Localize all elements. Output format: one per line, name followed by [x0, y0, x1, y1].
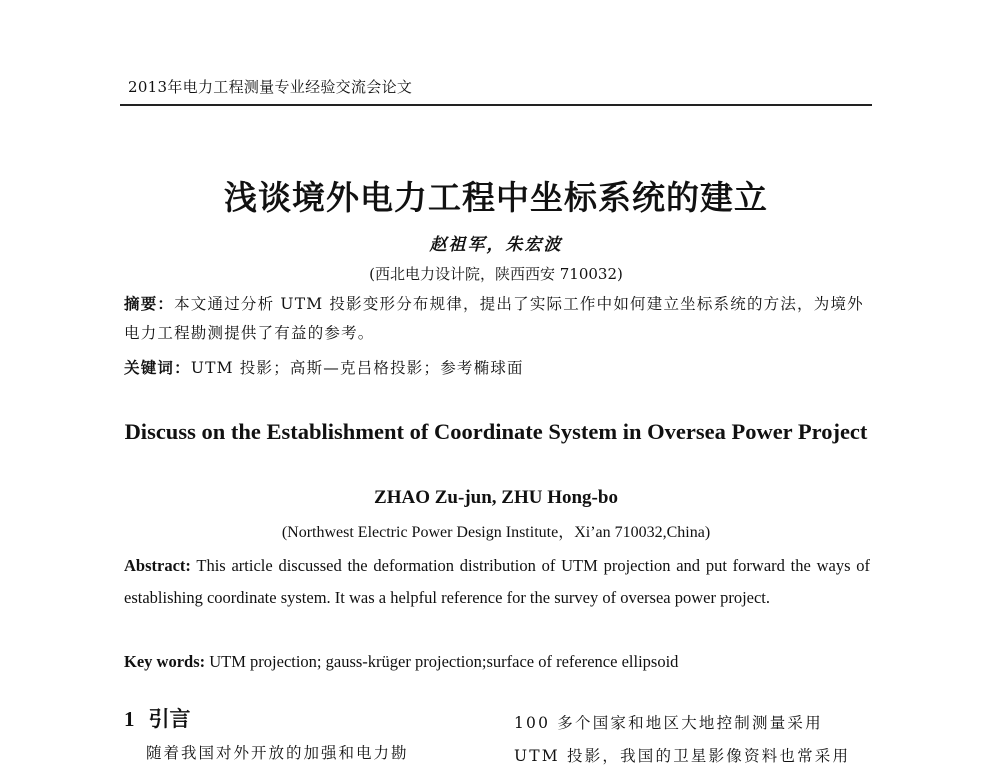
english-abstract-text: This article discussed the deformation distribution of UTM projection and put forward the ways of establishing coordinate system. It was a helpful reference for the survey of oversea power project.	[124, 556, 870, 607]
right-column-line: UTM 投影，我国的卫星影像资料也常采用	[514, 747, 851, 765]
section-heading	[124, 703, 191, 733]
english-authors: ZHAO Zu-jun, ZHU Hong-bo	[374, 487, 618, 508]
english-abstract	[124, 550, 870, 614]
chinese-title: 浅谈境外电力工程中坐标系统的建立	[224, 178, 768, 217]
english-keywords-label: Key words:	[124, 652, 206, 671]
english-affiliation: (Northwest Electric Power Design Institute，Xi’an 710032,China)	[281, 524, 711, 541]
chinese-abstract-text: 本文通过分析 UTM 投影变形分布规律，提出了实际工作中如何建立坐标系统的方法，为境外电力工程勘测提供了有益的参考。	[124, 295, 864, 342]
chinese-abstract	[124, 290, 872, 348]
english-title: Discuss on the Establishment of Coordinate System in Oversea Power Project	[124, 419, 868, 444]
header-rule	[120, 104, 872, 106]
right-column-line: 100 多个国家和地区大地控制测量采用	[514, 714, 823, 732]
chinese-keywords-label: 关键词：	[124, 359, 191, 377]
section-title: 引言	[148, 707, 191, 731]
chinese-affiliation: (西北电力设计院，陕西西安 710032)	[369, 265, 623, 283]
chinese-keywords-text: UTM 投影；高斯—克吕格投影；参考椭球面	[190, 359, 524, 377]
right-column-text	[514, 707, 872, 773]
chinese-keywords	[124, 354, 872, 383]
english-abstract-label: Abstract:	[124, 556, 191, 575]
running-header: 2013年电力工程测量专业经验交流会论文	[128, 78, 413, 96]
english-keywords	[124, 646, 870, 678]
section-number: 1	[124, 707, 135, 731]
chinese-authors: 赵祖军，朱宏波	[429, 235, 563, 255]
chinese-abstract-label: 摘要：	[124, 295, 175, 313]
left-column-text: 随着我国对外开放的加强和电力勘	[146, 744, 409, 762]
english-keywords-text: UTM projection; gauss-krüger projection;surface of reference ellipsoid	[209, 652, 679, 671]
